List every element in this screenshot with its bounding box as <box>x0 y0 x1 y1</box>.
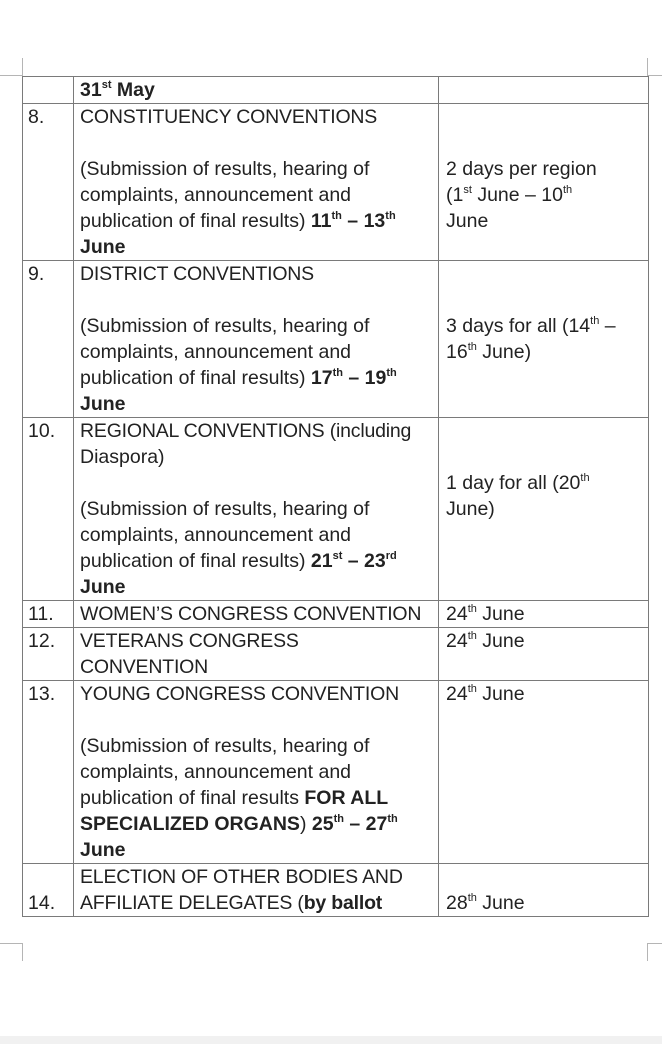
row-number: 12. <box>23 628 74 681</box>
row-date-cell: 31st May <box>74 77 439 104</box>
row-number: 8. <box>23 104 74 261</box>
crop-mark-bottom-right-v <box>647 943 648 961</box>
row-title: REGIONAL CONVENTIONS (including <box>80 420 412 442</box>
row-duration: 24th June <box>439 601 649 628</box>
row-title: DISTRICT CONVENTIONS <box>80 263 314 285</box>
crop-mark-bottom-left-h <box>0 943 22 944</box>
row-duration: 28th June <box>439 864 649 917</box>
row-duration: 2 days per region (1st June – 10th June <box>439 104 649 261</box>
row-number: 10. <box>23 418 74 601</box>
table-row-8 <box>23 104 649 261</box>
table-row-14 <box>23 864 649 917</box>
row-number: 13. <box>23 681 74 864</box>
row-number: 14. <box>23 864 74 917</box>
row-number-cell <box>23 77 74 104</box>
row-duration: 24th June <box>439 628 649 681</box>
election-schedule-table <box>22 76 649 917</box>
row-duration: 24th June <box>439 681 649 864</box>
row-number: 11. <box>23 601 74 628</box>
row-activity: REGIONAL CONVENTIONS (including Diaspora) (Submission of results, hearing of complaints, announcement and publication of final results) 21st – 23rd June <box>74 418 439 601</box>
row-activity <box>74 601 439 628</box>
row-number: 9. <box>23 261 74 418</box>
table-row-9 <box>23 261 649 418</box>
table-row-11 <box>23 601 649 628</box>
row-activity: VETERANS CONGRESS CONVENTION <box>74 628 439 681</box>
crop-mark-top-left-h <box>0 75 22 76</box>
row-title: CONSTITUENCY CONVENTIONS <box>80 106 378 128</box>
table-row-12 <box>23 628 649 681</box>
row-description: (Submission of results, hearing of complaints, announcement and publication of final results FOR ALL SPECIALIZED ORGANS) 25th – 27th <box>80 735 398 835</box>
row-activity: ELECTION OF OTHER BODIES AND AFFILIATE DELEGATES (by ballot <box>74 864 439 917</box>
row-description: (Submission of results, hearing of complaints, announcement and publication of final results) 17th – 19th June <box>80 315 397 415</box>
viewer-bottom-bar <box>0 1036 662 1044</box>
row-duration: 3 days for all (14th – 16th June) <box>439 261 649 418</box>
table-row-13 <box>23 681 649 864</box>
crop-mark-top-right-h <box>647 75 662 76</box>
row-duration-cell <box>439 77 649 104</box>
crop-mark-top-left-v <box>22 58 23 76</box>
crop-mark-bottom-left-v <box>22 943 23 961</box>
row-title: WOMEN’S CONGRESS CONVENTION <box>80 603 422 625</box>
crop-mark-bottom-right-h <box>647 943 662 944</box>
row-title: YOUNG CONGRESS CONVENTION <box>80 683 399 705</box>
row-activity: YOUNG CONGRESS CONVENTION (Submission of results, hearing of complaints, announcement and publication of final results FOR ALL SPECIALIZED ORGANS) 25th – 27th June <box>74 681 439 864</box>
table-row-10 <box>23 418 649 601</box>
row-activity <box>74 261 439 418</box>
row-description: (Submission of results, hearing of complaints, announcement and publication of final results) 21st – 23rd June <box>80 498 397 598</box>
row-duration: 1 day for all (20th June) <box>439 418 649 601</box>
row-title: VETERANS CONGRESS <box>80 630 299 652</box>
row-description: (Submission of results, hearing of complaints, announcement and publication of final results) 11th – 13th June <box>80 158 396 258</box>
table-row-carryover <box>23 77 649 104</box>
crop-mark-top-right-v <box>647 58 648 76</box>
row-activity <box>74 104 439 261</box>
row-title: ELECTION OF OTHER BODIES AND <box>80 866 403 888</box>
